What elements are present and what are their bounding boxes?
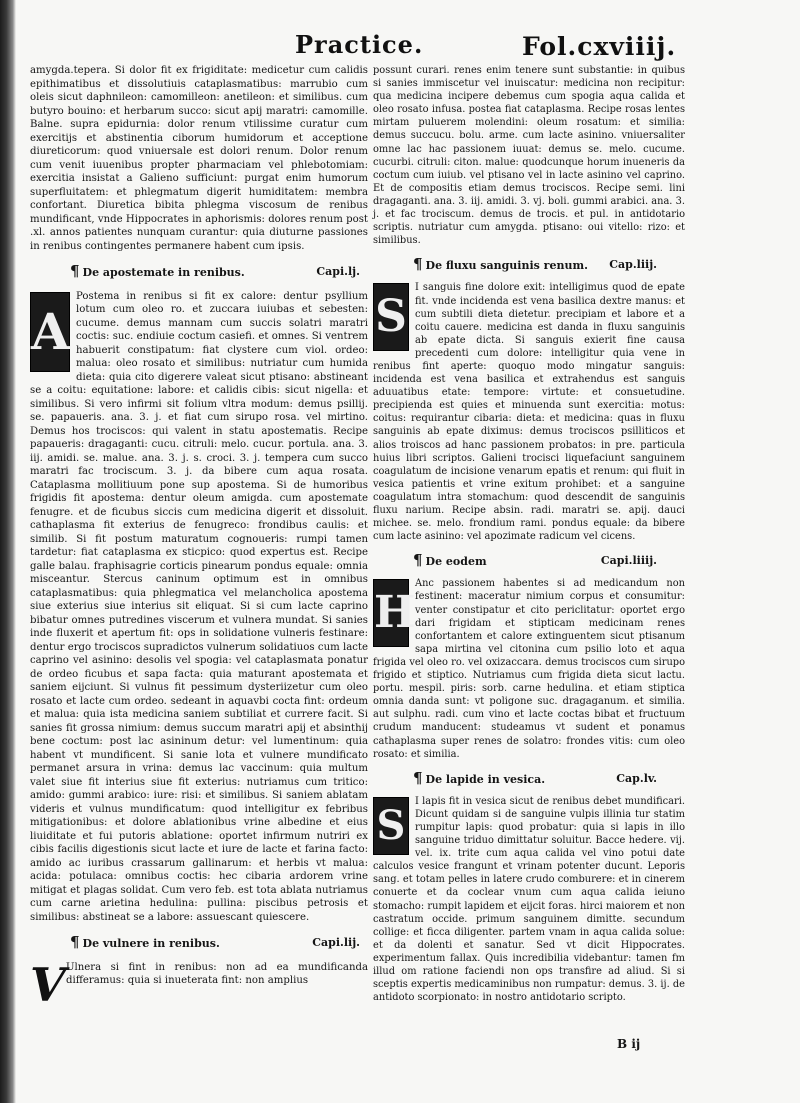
chapter-body-apostema [30, 290, 368, 925]
right-intro-paragraph: possunt curari. renes enim tenere sunt substantie: in quibus si sanies immiscetur vel inuiscatur: medicina non recipitur: qua medicina incipere debemus cum spogia aqua calida et oleo rosato infusa. postea fiat cataplasma. Recipe rosas lentes mirtam puluerem molendini: oleum rosatum: et similia: demus succucu. bolu. arme. cum lacte asinino. vniuersaliter omne lac hac passionem iuuat: demus se. melo. cucume. cucurbi. citruli: citon. malue: quodcunque horum inueneris da coctum cum iuiub. vel ptisano vel in lacte asinino vel caprino. Et de compositis etiam demus trociscos. Recipe semi. lini dragaganti. ana. 3. iij. amidi. 3. vj. boli. gummi arabici. ana. 3. j. et fac trociscum. demus de trocis. et pul. in antidotario scriptis. nutriatur cum amygda. ptisano: oui vitello: rizo: et similibus. [373, 65, 685, 247]
decorated-initial-v: V [30, 957, 66, 1012]
pilcrow-icon: ¶ [413, 255, 423, 274]
decorated-initial-a: A [30, 292, 70, 372]
chapter-text: Ulnera si fint in renibus: non ad ea mundificanda differamus: quia si inueterata fint: non amplius [66, 961, 368, 986]
chapter-text: I sanguis fine dolore exit: intelligimus quod de epate fit. vnde incidenda est vena basilica dextre manus: et cum subtili dieta dietetur. precipiam et labore et a coitu cauere. medicina est danda in fluxu sanguinis ab epate dicta. Si sanguis exierit fine causa precedenti cum dolore: intelligitur quia vene in renibus fint aperte: quoquo modo mingatur sanguis: incidenda est vena basilica et extrahendus est sanguis aduuatibus etate: tempore: virtute: et consuetudine. precipienda est quies et minuenda sunt exercitia: motus: coitus: requirantur cibaria: dieta: et medicina: quas in fluxu sanguinis ab epate diximus: demus trociscos psilliticos et alios troiscos ad hanc passionem probatos: in pre. particula huius libri scriptos. Galieni trocisci liquefaciunt sanguinem coagulatum de incisione venarum epatis et renum: qui fluit in vesica patientis et vrine exitum prohibet: et a sanguine coagulatum intra stomachum: quod descendit de sanguinis fluxu narium. Recipe absin. radi. maratri se. apij. dauci michee. se. melo. frondium rami. pondus equale: da bibere cum lacte asinino: vel apozimate radicum vel cicens. [373, 282, 685, 543]
chapter-number: Cap.lv. [616, 771, 657, 785]
chapter-heading-eodem [413, 551, 657, 570]
pilcrow-icon: ¶ [413, 551, 423, 570]
chapter-heading-apostema [70, 262, 360, 280]
signature-mark: B ij [617, 1037, 641, 1051]
decorated-initial-h: H [373, 579, 409, 647]
left-intro-paragraph: amygda.tepera. Si dolor fit ex frigiditate: medicetur cum calidis epithimatibus et dissolutiuis cataplasmatibus: marrubio cum oleis sicut daphnileon: camomilleon: anetileon: et similibus. cum butyro bouino: et herbarum succo: sicut apij maratri: camomille. Balne. supra epidurnia: dolor renum vtilissime curatur cum exercitijs et abstinentia ciborum humidorum et acceptione diureticorum: quod vniuersale est dolori renum. Dolor renum cum venit iuuenibus propter pharmaciam vel phlebotomiam: exercitia insistat a Galieno sufficiunt: purgat enim humorum superfluitatem: et phlegmatum digerit humiditatem: membra confortant. Diuretica bibita phlegma viscosum de renibus mundificant, vnde Hippocrates in aphorismis: dolores renum post .xl. annos patientes nunquam curantur: quia diuturne passiones in renibus contingentes permanere habent cum ipsis. [30, 65, 368, 252]
chapter-heading-vulnere [70, 933, 360, 951]
chapter-text: I lapis fit in vesica sicut de renibus debet mundificari. Dicunt quidam si de sanguine vulpis illinia tur statim rumpitur lapis: quod probatur: quia si lapis in illo sanguine triduo dimittatur soluitur. Bacce hedere. vij. vel. ix. trite cum aqua calida vel vino potui date calculos vesice frangunt et vrinam potenter ducunt. Leporis sang. et totam pelles in latere crudo comburere: et in cinerem conuerte et da coclear vnum cum aqua calida ieiuno stomacho: rumpit lapidem et eijcit foras. hirci maiorem et non castratum occide. primum sanguinem dimitte. secundum collige: et ficca diligenter. partem vnam in aqua calida solue: et da dolenti et sanatur. Sed vt dicit Hippocrates. experimentum fallax. Quis incredibilia videbantur: tamen fm illud om ratione faciendi non ops transfire ad aliud. Si si sceptis expertis medicaminibus non rumpatur: demus. 3. ij. de antidoto scorpionato: in nostro antidotario scripto. [373, 795, 685, 1004]
pilcrow-icon: ¶ [70, 933, 80, 951]
binding-gutter [0, 0, 16, 1103]
chapter-number: Capi.lij. [312, 936, 360, 949]
decorated-initial-s: S [373, 797, 409, 855]
chapter-heading-fluxu [413, 255, 657, 274]
right-column [373, 64, 685, 1004]
chapter-title: De vulnere in renibus. [82, 937, 220, 950]
chapter-body-eodem [373, 577, 685, 760]
chapter-title: De apostemate in renibus. [82, 266, 245, 279]
chapter-body-fluxu [373, 281, 685, 543]
chapter-text: Anc passionem habentes si ad medicandum non festinent: maceratur nimium corpus et consumitur: venter constipatur et cito periclitatur: oportet ergo dari frigidam et stipticam medicinam renes confortantem et calore extinguentem sicut ptisanum sapa mirtina vel citonina cum psilio loto et aqua frigida vel oleo ro. vel oxizaccara. demus trociscos cum sirupo frigido et stiptico. Nutriamus cum frigida dieta sicut lactu. portu. mespil. piris: sorb. carne hedulina. et etiam stiptica omnia danda sunt: vt poligone suc. dragaganum. et similia. aut sulphu. radi. cum vino et lacte coctas bibat et fructuum crudum manducent: studeamus vt sudent et ponamus cathaplasma super renes de solatro: frondes vitis: cum oleo rosato: et similia. [373, 578, 685, 760]
chapter-number: Capi.liiij. [600, 554, 657, 568]
chapter-heading-lapide [413, 768, 657, 787]
chapter-title: De fluxu sanguinis renum. [425, 259, 588, 273]
chapter-title: De eodem [425, 555, 487, 569]
chapter-title: De lapide in vesica. [425, 772, 546, 786]
chapter-text: Postema in renibus si fit ex calore: dentur psyllium lotum cum oleo ro. et zuccara iuiubas et sebesten: cucume. demus mannam cum succis solatri maratri coctis: suc. endiuie coctum casiefi. et omnes. Si ventrem habuerit constipatum: fiat clystere cum viol. ordeo: malua: oleo rosato et similibus: nutriatur cum humida dieta: quia cito digerere valeat sicut ptisano: abstineant se a coitu: equitatione: labore: et calidis cibis: sicut nigella: et similibus. Si vero infirmi sit folium vltra modum: demus psillij. se. papaueris. ana. 3. j. et fiat cum sirupo rosa. vel mirtino. Demus hos trociscos: qui valent in statu apostematis. Recipe papaueris: dragaganti: cucu. citruli: melo. cucur. portula. ana. 3. iij. amidi. se. malue. ana. 3. j. s. croci. 3. j. tempera cum succo maratri fac trociscum. 3. j. da bibere cum aqua rosata. Cataplasma mollitiuum pone sup apostema. Si de humoribus frigidis fit apostema: dentur oleum amigda. cum apostemate fenugre. et de ficubus siccis cum medicina digerit et dissoluit. cathaplasma fit exterius de fenugreco: frondibus caulis: et similib. Si fit postum maturatum cognoueris: rumpi tamen tardetur: fiat cataplasma ex sticpico: quod expertus est. Recipe galle balau. fraphisagrie corticis pinearum pondus equale: omnia misceantur. Stercus caninum optimum est in omnibus cataplasmatibus: quia phlegmatica vel melancholica apostema siue exterius siue interius sit eliquat. Si si cum lacte caprino bibatur omnes putredines viscerum et vulnera mundat. Si sanies inde fluxerit et apertum fit: ops in solidatione vulneris festinare: dentur ergo trociscos supradictos vulnerum solidatiuos cum lacte caprino vel asinino: desolis vel spogia: vel cataplasmata ponatur de ordeo ficubus et sapa facta: quia maturant apostemata et saniem eijciunt. Si vulnus fit pessimum dysteriizetur cum oleo rosato et lacte cum ordeo. sedeant in aquavbi cocta fint: ordeum et malua: quia ista medicina saniem subtiliat et currere facit. Si sanies fit grossa nimium: demus succum maratri apij et absinthij bene coctum: post lac asininum detur: vel lumentinum: quia habent vt mundificent. Si sanie lota et vulnere mundificato permanet arsura in vrina: demus lac vaccinum: quia multum valet siue fit interius siue fit exterius: nutriamus cum tritico: amido: gummi arabico: iure: risi: et similibus. Si saniem ablatam videris et vulnus mundificatum: quod intelligitur ex febribus mitigationibus: et dolore ablationibus vrine albedine et eius liuiditate et fui putoris ablatione: oportet infirmum nutriri ex cibis facilis digestionis sicut lacte et iure de lacte et farina facto: amido ac iuribus crassarum gallinarum: et herbis vt malua: acida: potulaca: omnibus coctis: hec cibaria ardorem vrine mitigat et plagas solidat. Cum vero feb. est tota ablata nutriamus cum carne arietina hedulina: pullina: piscibus petrosis et similibus: abstineat se a labore: assuescant quiescere. [30, 290, 368, 923]
chapter-number: Cap.liij. [609, 258, 657, 272]
decorated-initial-s: S [373, 283, 409, 351]
pilcrow-icon: ¶ [70, 262, 80, 280]
chapter-body-vulnere [30, 957, 368, 1012]
chapter-number: Capi.lj. [316, 265, 360, 278]
left-column [30, 64, 368, 1012]
chapter-body-lapide [373, 795, 685, 1005]
folio-number: Fol.cxviiij. [522, 32, 677, 61]
pilcrow-icon: ¶ [413, 768, 423, 787]
running-title: Practice. [295, 30, 424, 59]
